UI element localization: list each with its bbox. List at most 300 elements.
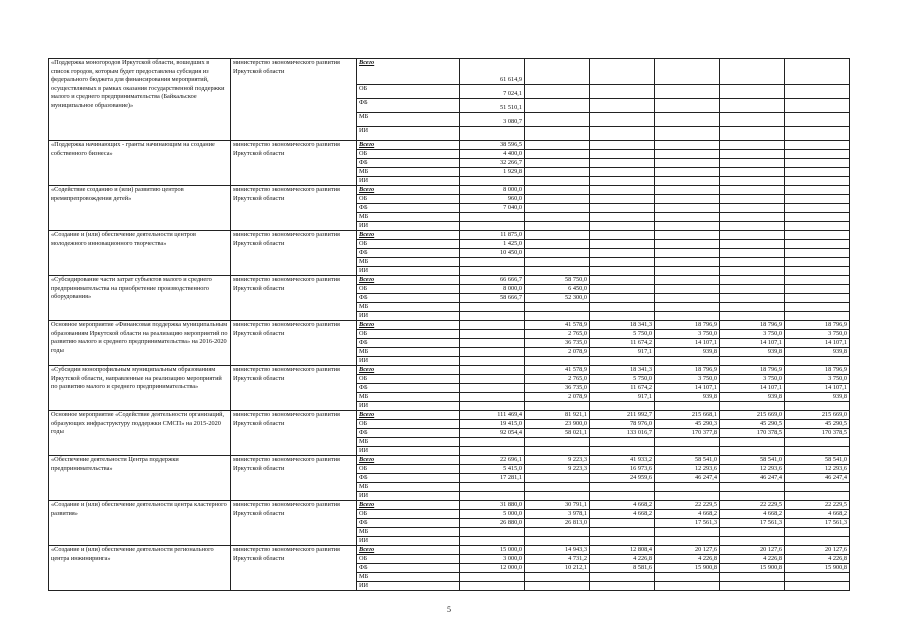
- amount-cell: 1 425,0: [460, 240, 525, 249]
- funding-source-label: ИИ: [357, 582, 460, 591]
- amount-cell: [655, 537, 720, 546]
- amount-cell: 8 000,0: [460, 186, 525, 195]
- funding-source-label: Всего: [357, 456, 460, 465]
- funding-source-label: МБ: [357, 113, 460, 127]
- amount-cell: [785, 186, 850, 195]
- amount-cell: 14 107,1: [655, 339, 720, 348]
- amount-cell: [720, 204, 785, 213]
- amount-cell: 14 107,1: [655, 384, 720, 393]
- amount-cell: 14 943,3: [525, 546, 590, 555]
- amount-cell: [525, 582, 590, 591]
- amount-cell: [590, 447, 655, 456]
- amount-cell: 18 341,3: [590, 366, 655, 375]
- amount-cell: [785, 85, 850, 99]
- amount-cell: [655, 258, 720, 267]
- amount-cell: [655, 204, 720, 213]
- amount-cell: [655, 267, 720, 276]
- funding-source-label: МБ: [357, 348, 460, 357]
- amount-cell: 46 247,4: [785, 474, 850, 483]
- amount-cell: 211 992,7: [590, 411, 655, 420]
- amount-cell: 1 929,8: [460, 168, 525, 177]
- amount-cell: [460, 573, 525, 582]
- amount-cell: 170 378,5: [785, 429, 850, 438]
- amount-cell: [590, 357, 655, 366]
- amount-cell: [525, 528, 590, 537]
- amount-cell: [590, 312, 655, 321]
- funding-source-label: ФБ: [357, 474, 460, 483]
- amount-cell: 61 614,9: [460, 59, 525, 85]
- amount-cell: 22 696,1: [460, 456, 525, 465]
- amount-cell: [785, 159, 850, 168]
- amount-cell: 2 765,0: [525, 330, 590, 339]
- amount-cell: 20 127,6: [655, 546, 720, 555]
- amount-cell: [655, 402, 720, 411]
- amount-cell: [460, 267, 525, 276]
- funding-source-label: ИИ: [357, 267, 460, 276]
- amount-cell: [525, 222, 590, 231]
- amount-cell: 22 229,5: [720, 501, 785, 510]
- amount-cell: 5 750,0: [590, 330, 655, 339]
- amount-cell: [720, 492, 785, 501]
- executor-name: министерство экономического развития Иркутской области: [231, 231, 357, 276]
- amount-cell: [460, 384, 525, 393]
- amount-cell: [525, 150, 590, 159]
- amount-cell: [590, 141, 655, 150]
- amount-cell: [525, 204, 590, 213]
- amount-cell: [720, 168, 785, 177]
- amount-cell: 45 290,5: [785, 420, 850, 429]
- amount-cell: [655, 59, 720, 85]
- amount-cell: 6 450,0: [525, 285, 590, 294]
- executor-name: министерство экономического развития Иркутской области: [231, 411, 357, 456]
- funding-source-label: Всего: [357, 141, 460, 150]
- amount-cell: 18 796,9: [720, 321, 785, 330]
- amount-cell: 45 290,5: [720, 420, 785, 429]
- amount-cell: [525, 537, 590, 546]
- amount-cell: [460, 258, 525, 267]
- amount-cell: [525, 303, 590, 312]
- funding-source-label: ФБ: [357, 249, 460, 258]
- amount-cell: [720, 186, 785, 195]
- amount-cell: [525, 127, 590, 141]
- amount-cell: [525, 213, 590, 222]
- amount-cell: [785, 258, 850, 267]
- amount-cell: 11 674,2: [590, 384, 655, 393]
- amount-cell: 8 581,6: [590, 564, 655, 573]
- amount-cell: 939,8: [720, 393, 785, 402]
- table-row: [49, 276, 850, 285]
- amount-cell: [720, 85, 785, 99]
- amount-cell: [720, 150, 785, 159]
- amount-cell: [655, 141, 720, 150]
- amount-cell: [590, 204, 655, 213]
- funding-source-label: ИИ: [357, 447, 460, 456]
- amount-cell: 3 750,0: [785, 330, 850, 339]
- funding-source-label: ОБ: [357, 555, 460, 564]
- executor-name: министерство экономического развития Иркутской области: [231, 501, 357, 546]
- amount-cell: [785, 303, 850, 312]
- funding-source-label: МБ: [357, 303, 460, 312]
- amount-cell: 939,8: [655, 348, 720, 357]
- amount-cell: [525, 258, 590, 267]
- funding-source-label: ИИ: [357, 127, 460, 141]
- amount-cell: [655, 573, 720, 582]
- amount-cell: [785, 573, 850, 582]
- amount-cell: 3 750,0: [655, 330, 720, 339]
- amount-cell: [460, 357, 525, 366]
- funding-source-label: ОБ: [357, 465, 460, 474]
- amount-cell: [460, 537, 525, 546]
- amount-cell: [460, 303, 525, 312]
- amount-cell: [460, 492, 525, 501]
- amount-cell: 12 293,6: [785, 465, 850, 474]
- funding-source-label: ФБ: [357, 564, 460, 573]
- funding-source-label: ИИ: [357, 357, 460, 366]
- amount-cell: 170 378,5: [720, 429, 785, 438]
- amount-cell: [720, 285, 785, 294]
- amount-cell: 5 000,0: [460, 510, 525, 519]
- amount-cell: [785, 150, 850, 159]
- amount-cell: [655, 195, 720, 204]
- amount-cell: [720, 267, 785, 276]
- amount-cell: 3 978,1: [525, 510, 590, 519]
- amount-cell: 22 229,5: [655, 501, 720, 510]
- amount-cell: [590, 492, 655, 501]
- amount-cell: 917,1: [590, 393, 655, 402]
- amount-cell: 24 959,6: [590, 474, 655, 483]
- amount-cell: 41 578,9: [525, 321, 590, 330]
- amount-cell: [785, 59, 850, 85]
- amount-cell: [525, 312, 590, 321]
- amount-cell: 18 796,9: [720, 366, 785, 375]
- amount-cell: [655, 447, 720, 456]
- amount-cell: [785, 492, 850, 501]
- amount-cell: [655, 303, 720, 312]
- amount-cell: [720, 127, 785, 141]
- executor-name: министерство экономического развития Иркутской области: [231, 366, 357, 411]
- amount-cell: [785, 402, 850, 411]
- amount-cell: 12 293,6: [655, 465, 720, 474]
- amount-cell: 20 127,6: [720, 546, 785, 555]
- amount-cell: [460, 312, 525, 321]
- amount-cell: [720, 231, 785, 240]
- amount-cell: 17 281,1: [460, 474, 525, 483]
- amount-cell: 4 668,2: [655, 510, 720, 519]
- amount-cell: 5 415,0: [460, 465, 525, 474]
- amount-cell: [785, 357, 850, 366]
- amount-cell: [785, 222, 850, 231]
- amount-cell: [785, 447, 850, 456]
- amount-cell: [655, 186, 720, 195]
- amount-cell: 46 247,4: [655, 474, 720, 483]
- amount-cell: [655, 168, 720, 177]
- funding-source-label: МБ: [357, 528, 460, 537]
- amount-cell: [590, 258, 655, 267]
- amount-cell: [460, 321, 525, 330]
- amount-cell: [785, 312, 850, 321]
- funding-source-label: ФБ: [357, 204, 460, 213]
- amount-cell: [460, 213, 525, 222]
- amount-cell: 9 223,3: [525, 456, 590, 465]
- amount-cell: [590, 113, 655, 127]
- amount-cell: [655, 294, 720, 303]
- table-row: [49, 141, 850, 150]
- amount-cell: 15 900,8: [785, 564, 850, 573]
- amount-cell: [590, 168, 655, 177]
- funding-source-label: ОБ: [357, 420, 460, 429]
- amount-cell: [590, 222, 655, 231]
- amount-cell: [785, 249, 850, 258]
- amount-cell: 4 668,2: [785, 510, 850, 519]
- executor-name: министерство экономического развития Иркутской области: [231, 59, 357, 141]
- funding-source-label: ФБ: [357, 429, 460, 438]
- amount-cell: [460, 339, 525, 348]
- amount-cell: [785, 127, 850, 141]
- measure-name: «Поддержка начинающих - гранты начинающим на создание собственного бизнеса»: [49, 141, 231, 186]
- funding-source-label: МБ: [357, 168, 460, 177]
- amount-cell: [785, 240, 850, 249]
- amount-cell: 960,0: [460, 195, 525, 204]
- amount-cell: 18 796,9: [655, 321, 720, 330]
- amount-cell: [525, 357, 590, 366]
- amount-cell: 14 107,1: [785, 384, 850, 393]
- amount-cell: 9 223,3: [525, 465, 590, 474]
- table-row: [49, 231, 850, 240]
- amount-cell: [525, 249, 590, 258]
- amount-cell: 215 669,0: [785, 411, 850, 420]
- amount-cell: 41 933,2: [590, 456, 655, 465]
- amount-cell: [590, 231, 655, 240]
- amount-cell: 58 541,0: [720, 456, 785, 465]
- amount-cell: 11 674,2: [590, 339, 655, 348]
- amount-cell: [720, 113, 785, 127]
- amount-cell: [655, 582, 720, 591]
- funding-source-label: ОБ: [357, 85, 460, 99]
- amount-cell: [720, 177, 785, 186]
- amount-cell: 23 900,0: [525, 420, 590, 429]
- funding-source-label: Всего: [357, 411, 460, 420]
- amount-cell: [720, 249, 785, 258]
- funding-source-label: Всего: [357, 231, 460, 240]
- amount-cell: 939,8: [785, 393, 850, 402]
- amount-cell: 3 750,0: [720, 375, 785, 384]
- funding-source-label: ИИ: [357, 222, 460, 231]
- amount-cell: 133 016,7: [590, 429, 655, 438]
- amount-cell: [785, 528, 850, 537]
- amount-cell: [720, 537, 785, 546]
- amount-cell: 58 021,1: [525, 429, 590, 438]
- amount-cell: 15 000,0: [460, 546, 525, 555]
- amount-cell: [655, 276, 720, 285]
- funding-source-label: ФБ: [357, 294, 460, 303]
- amount-cell: [785, 113, 850, 127]
- amount-cell: 15 900,8: [655, 564, 720, 573]
- amount-cell: 4 226,8: [785, 555, 850, 564]
- amount-cell: 38 596,5: [460, 141, 525, 150]
- amount-cell: [720, 99, 785, 113]
- amount-cell: 17 561,3: [655, 519, 720, 528]
- amount-cell: [655, 240, 720, 249]
- funding-source-label: МБ: [357, 258, 460, 267]
- amount-cell: 3 750,0: [720, 330, 785, 339]
- funding-source-label: Всего: [357, 276, 460, 285]
- amount-cell: 4 668,2: [590, 510, 655, 519]
- amount-cell: [590, 85, 655, 99]
- amount-cell: [720, 483, 785, 492]
- amount-cell: [460, 447, 525, 456]
- amount-cell: 7 024,1: [460, 85, 525, 99]
- amount-cell: [720, 402, 785, 411]
- amount-cell: [655, 492, 720, 501]
- measure-name: «Содействие созданию и (или) развитию центров времяпрепровождения детей»: [49, 186, 231, 231]
- amount-cell: [590, 150, 655, 159]
- amount-cell: [720, 276, 785, 285]
- amount-cell: 10 450,0: [460, 249, 525, 258]
- funding-source-label: Всего: [357, 59, 460, 85]
- amount-cell: [655, 285, 720, 294]
- funding-source-label: Всего: [357, 321, 460, 330]
- amount-cell: 18 796,9: [785, 321, 850, 330]
- table-row: [49, 366, 850, 375]
- amount-cell: 58 750,0: [525, 276, 590, 285]
- funding-source-label: ОБ: [357, 240, 460, 249]
- amount-cell: 36 735,0: [525, 339, 590, 348]
- amount-cell: 111 469,4: [460, 411, 525, 420]
- amount-cell: [525, 159, 590, 168]
- funding-source-label: ОБ: [357, 375, 460, 384]
- amount-cell: [590, 276, 655, 285]
- amount-cell: 30 791,1: [525, 501, 590, 510]
- amount-cell: [460, 528, 525, 537]
- funding-source-label: ФБ: [357, 384, 460, 393]
- funding-source-label: ОБ: [357, 285, 460, 294]
- amount-cell: [460, 330, 525, 339]
- amount-cell: 17 561,3: [720, 519, 785, 528]
- amount-cell: 52 300,0: [525, 294, 590, 303]
- table-row: [49, 456, 850, 465]
- executor-name: министерство экономического развития Иркутской области: [231, 141, 357, 186]
- funding-source-label: Всего: [357, 546, 460, 555]
- amount-cell: 58 541,0: [655, 456, 720, 465]
- amount-cell: 45 290,3: [655, 420, 720, 429]
- amount-cell: 5 750,0: [590, 375, 655, 384]
- amount-cell: [590, 159, 655, 168]
- measure-name: «Обеспечение деятельности Центра поддержки предпринимательства»: [49, 456, 231, 501]
- amount-cell: [785, 267, 850, 276]
- executor-name: министерство экономического развития Иркутской области: [231, 456, 357, 501]
- amount-cell: [720, 303, 785, 312]
- amount-cell: [655, 231, 720, 240]
- table-row: [49, 59, 850, 85]
- amount-cell: [720, 357, 785, 366]
- amount-cell: 20 127,6: [785, 546, 850, 555]
- funding-source-label: ИИ: [357, 492, 460, 501]
- amount-cell: 14 107,1: [785, 339, 850, 348]
- amount-cell: [590, 294, 655, 303]
- amount-cell: [460, 177, 525, 186]
- amount-cell: 18 796,9: [785, 366, 850, 375]
- funding-source-label: МБ: [357, 393, 460, 402]
- amount-cell: [525, 447, 590, 456]
- amount-cell: 8 000,0: [460, 285, 525, 294]
- amount-cell: 4 226,8: [590, 555, 655, 564]
- amount-cell: [460, 393, 525, 402]
- amount-cell: [525, 474, 590, 483]
- amount-cell: [525, 186, 590, 195]
- amount-cell: 4 226,8: [655, 555, 720, 564]
- amount-cell: 51 510,1: [460, 99, 525, 113]
- amount-cell: 215 668,1: [655, 411, 720, 420]
- amount-cell: [785, 276, 850, 285]
- amount-cell: [525, 59, 590, 85]
- funding-source-label: ИИ: [357, 537, 460, 546]
- amount-cell: 36 735,0: [525, 384, 590, 393]
- funding-source-label: ОБ: [357, 510, 460, 519]
- funding-source-label: Всего: [357, 366, 460, 375]
- funding-table: [48, 58, 850, 591]
- amount-cell: [785, 231, 850, 240]
- amount-cell: [525, 85, 590, 99]
- amount-cell: [590, 402, 655, 411]
- amount-cell: [590, 438, 655, 447]
- amount-cell: [590, 303, 655, 312]
- funding-source-label: МБ: [357, 213, 460, 222]
- amount-cell: 12 000,0: [460, 564, 525, 573]
- amount-cell: [525, 573, 590, 582]
- amount-cell: [525, 240, 590, 249]
- funding-source-label: ФБ: [357, 159, 460, 168]
- amount-cell: [655, 528, 720, 537]
- amount-cell: [655, 177, 720, 186]
- funding-table-body: [49, 59, 850, 591]
- table-row: [49, 546, 850, 555]
- amount-cell: 12 293,6: [720, 465, 785, 474]
- amount-cell: [720, 582, 785, 591]
- amount-cell: [460, 402, 525, 411]
- amount-cell: [590, 483, 655, 492]
- amount-cell: [525, 195, 590, 204]
- amount-cell: [460, 582, 525, 591]
- amount-cell: 4 400,0: [460, 150, 525, 159]
- executor-name: министерство экономического развития Иркутской области: [231, 276, 357, 321]
- amount-cell: 10 212,1: [525, 564, 590, 573]
- amount-cell: 58 541,0: [785, 456, 850, 465]
- amount-cell: 58 666,7: [460, 294, 525, 303]
- amount-cell: [525, 141, 590, 150]
- measure-name: Основное мероприятие «Содействие деятельности организаций, образующих инфраструктуру поддержки СМСП» на 2015-2020 годы: [49, 411, 231, 456]
- amount-cell: [720, 447, 785, 456]
- amount-cell: [460, 366, 525, 375]
- amount-cell: 2 078,9: [525, 348, 590, 357]
- amount-cell: [720, 159, 785, 168]
- funding-source-label: ИИ: [357, 312, 460, 321]
- amount-cell: 18 796,9: [655, 366, 720, 375]
- amount-cell: [590, 267, 655, 276]
- amount-cell: [720, 573, 785, 582]
- measure-name: «Субсидии монопрофильным муниципальным образованиям Иркутской области, направленные на реализацию мероприятий по развитию малого и среднего предпринимательства»: [49, 366, 231, 411]
- amount-cell: [785, 294, 850, 303]
- amount-cell: [655, 127, 720, 141]
- amount-cell: 18 341,3: [590, 321, 655, 330]
- amount-cell: 215 669,0: [720, 411, 785, 420]
- table-row: [49, 186, 850, 195]
- amount-cell: [720, 213, 785, 222]
- amount-cell: 3 080,7: [460, 113, 525, 127]
- amount-cell: [590, 285, 655, 294]
- funding-source-label: ИИ: [357, 177, 460, 186]
- amount-cell: [655, 150, 720, 159]
- amount-cell: [525, 113, 590, 127]
